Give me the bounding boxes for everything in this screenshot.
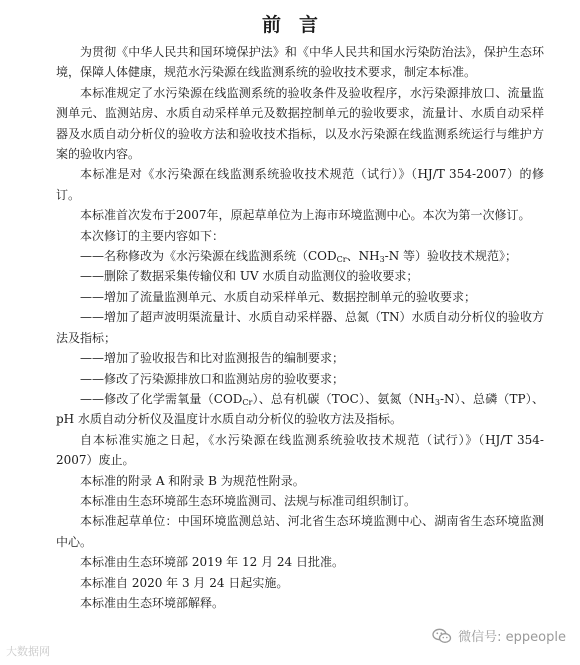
paragraph: 本标准的附录 A 和附录 B 为规范性附录。: [80, 473, 305, 488]
paragraph: 本标准是对《水污染源在线监测系统验收技术规范（试行）》（HJ/T 354-2007）的修订。: [56, 167, 544, 202]
list-item: ——增加了验收报告和比对监测报告的编制要求；: [80, 351, 345, 366]
paragraph: 本标准起草单位：中国环境监测总站、河北省生态环境监测中心、湖南省生态环境监测中心。: [56, 514, 544, 549]
list-item: ——增加了流量监测单元、水质自动采样单元、数据控制单元的验收要求；: [80, 289, 477, 304]
watermark-right: [432, 626, 566, 645]
page-title: 前言: [261, 14, 336, 36]
paragraph: 为贯彻《中华人民共和国环境保护法》和《中华人民共和国水污染防治法》，保护生态环境，保障人体健康，规范水污染源在线监测系统的验收技术要求，制定本标准。: [56, 45, 544, 80]
paragraph: 本标准规定了水污染源在线监测系统的验收条件及验收程序，水污染源排放口、流量监测单元、监测站房、水质自动采样单元及数据控制单元的验收要求，流量计、水质自动采样器及水质自动分析仪的验收方法和验收技术指标，以及水污染源在线监测系统运行与维护方案的验收内容。: [56, 85, 544, 162]
list-item: ——增加了超声波明渠流量计、水质自动采样器、总氮（TN）水质自动分析仪的验收方法及指标；: [56, 310, 544, 345]
paragraph: 本标准由生态环境部生态环境监测司、法规与标准司组织制订。: [80, 493, 417, 508]
wechat-icon: [432, 628, 452, 644]
watermark-left: 大数据网: [6, 645, 50, 658]
paragraph: 本标准首次发布于2007年，原起草单位为上海市环境监测中心。本次为第一次修订。: [80, 208, 531, 223]
list-item: ——删除了数据采集传输仪和 UV 水质自动监测仪的验收要求；: [80, 269, 419, 284]
paragraph: 本标准由生态环境部 2019 年 12 月 24 日批准。: [80, 555, 344, 570]
paragraph: 本标准自 2020 年 3 月 24 日起实施。: [80, 575, 289, 590]
paragraph: 自本标准实施之日起，《水污染源在线监测系统验收技术规范（试行）》（HJ/T 354-2007）废止。: [56, 432, 544, 468]
document-body: [56, 42, 544, 613]
paragraph: 本标准由生态环境部解释。: [80, 595, 225, 610]
paragraph: 本次修订的主要内容如下：: [80, 228, 225, 243]
list-item: ——修改了污染源排放口和监测站房的验收要求；: [80, 371, 345, 386]
list-item: ——修改了化学需氧量$(COD_{Cr})$、总有机碳（TOC）、氨氮$(NH_3-N)$、总磷（TP）、pH 水质自动分析仪及温度计水质自动分析仪的验收方法及指标。: [56, 391, 544, 427]
list-item: ——名称修改为《水污染源在线监测系统（$COD_{Cr}$、$NH_3-N$ 等）验收技术规范》；: [80, 249, 518, 265]
wechat-id-label: 微信号: eppeople: [458, 630, 566, 645]
